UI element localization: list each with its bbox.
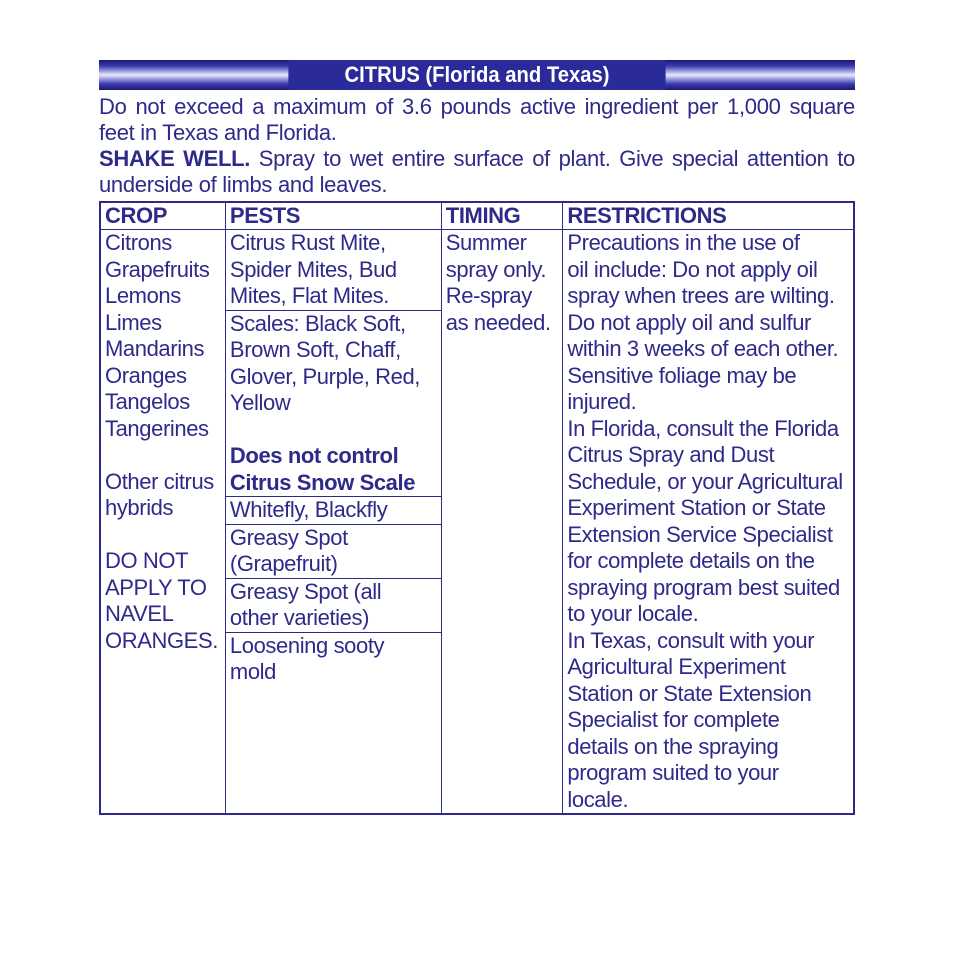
citrus-table — [99, 201, 855, 815]
pest-group-whitefly: Whitefly, Blackfly — [226, 497, 441, 525]
pest-group-greasy-grapefruit: Greasy Spot (Grapefruit) — [226, 525, 441, 579]
pest-group-scales — [226, 311, 441, 498]
crop-cell: Citrons Grapefruits Lemons Limes Mandarins Oranges Tangelos Tangerines Other citrus hybrids DO NOT APPLY TO NAVEL ORANGES. — [100, 230, 225, 815]
pest-group-greasy-other: Greasy Spot (all other varieties) — [226, 579, 441, 633]
table-row — [100, 230, 854, 815]
intro-paragraph-2 — [99, 146, 855, 198]
header-timing: TIMING — [441, 202, 563, 230]
restrictions-cell: Precautions in the use of oil include: Do not apply oil spray when trees are wilting. Do not apply oil and sulfur within 3 weeks of each other. Sensitive foliage may be injured. In Florida, consult the Florida Citrus Spray and Dust Schedule, or your Agricultural Experiment Station or State Extension Service Specialist for complete details on the spraying program best suited to your locale. In Texas, consult with your Agricultural Experiment Station or State Extension Specialist for complete details on the spraying program suited to your locale. — [563, 230, 854, 815]
pests-cell — [225, 230, 441, 815]
intro-paragraph-1: Do not exceed a maximum of 3.6 pounds active ingredient per 1,000 square feet in Texas and Florida. — [99, 94, 855, 145]
timing-cell: Summer spray only. Re-spray as needed. — [441, 230, 563, 815]
shake-well-label: SHAKE WELL. — [99, 146, 251, 171]
pest-group-sooty-mold: Loosening sooty mold — [229, 632, 385, 684]
header-restrictions: RESTRICTIONS — [563, 202, 854, 230]
header-pests: PESTS — [225, 202, 441, 230]
table-header-row — [100, 202, 854, 230]
spray-instructions: Spray to wet entire surface of plant. Give special attention to underside of limbs and leaves. — [99, 146, 855, 197]
section-title: CITRUS (Florida and Texas) — [288, 60, 665, 90]
snow-scale-note: Does not control Citrus Snow Scale — [229, 443, 416, 495]
header-crop: CROP — [100, 202, 225, 230]
scales-text: Scales: Black Soft, Brown Soft, Chaff, Glover, Purple, Red, Yellow — [229, 310, 421, 415]
pest-group-mites: Citrus Rust Mite, Spider Mites, Bud Mites, Flat Mites. — [226, 230, 441, 311]
